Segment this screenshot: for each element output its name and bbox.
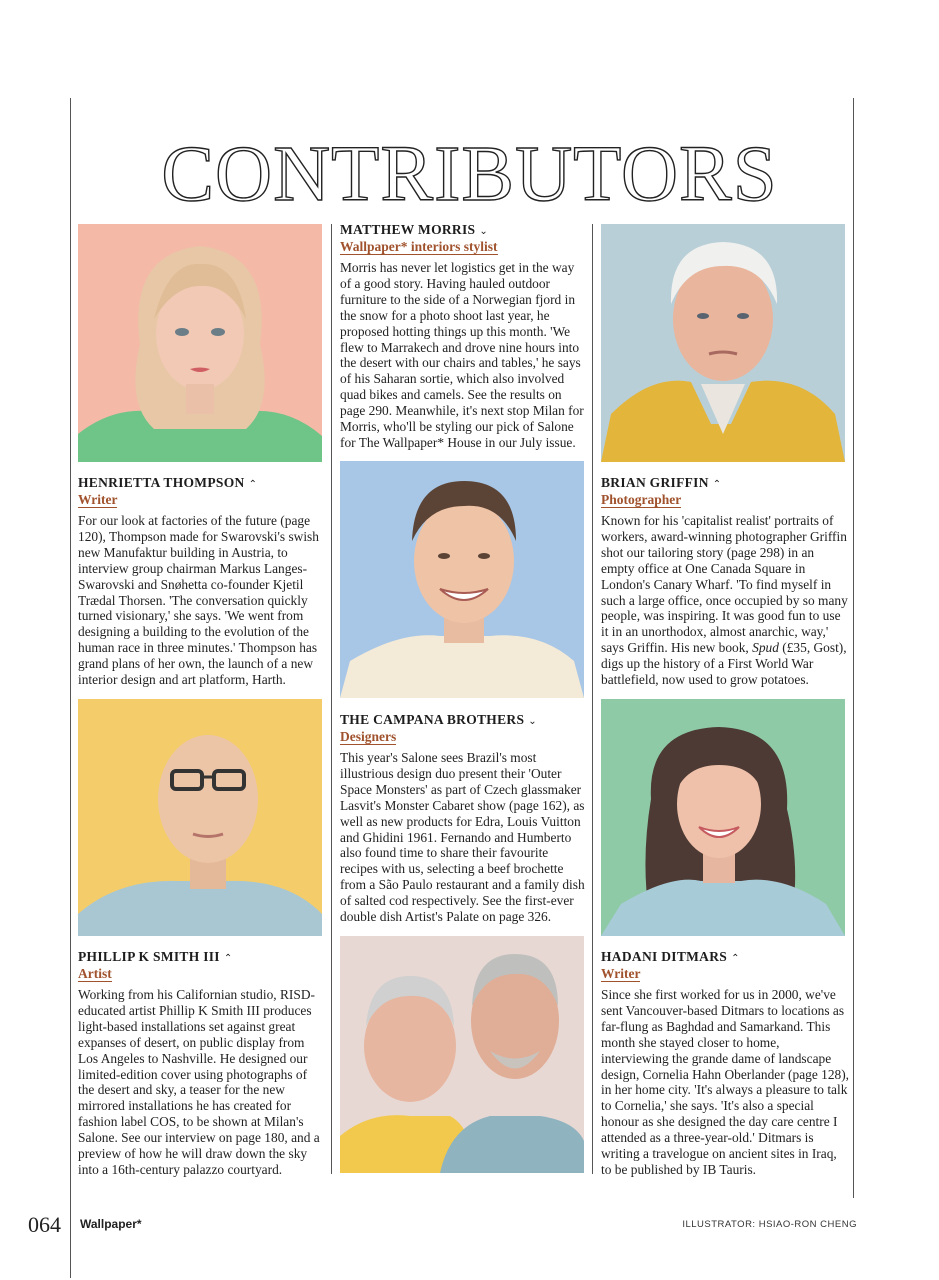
contributor-name: HENRIETTA THOMPSON ⌃: [78, 475, 258, 490]
down-arrow-icon: ⌄: [528, 716, 537, 727]
right-rule: [853, 98, 854, 1198]
contributor-bio: Known for his 'capitalist realist' portraits of workers, award-winning photographer Griffin shot our tailoring story (page 298) in an empty office at One Canada Square in London's Canary Wharf. 'To find myself in such a large office, once occupied by so many people, was inspiring. It was good fun to use it in an unorthodox, almost anarchic, way,' says Griffin. His new book, Spud (£35, Gost), digs up the history of a First World War battlefield, now used to grow potatoes.: [601, 513, 848, 688]
henrietta-portrait: [78, 224, 322, 462]
contributor-name: MATTHEW MORRIS ⌄: [340, 222, 489, 237]
contributor-role: Artist: [78, 966, 112, 981]
contributor-name: THE CAMPANA BROTHERS ⌄: [340, 712, 537, 727]
column-rule-1: [331, 224, 332, 1174]
page-title: CONTRIBUTORS: [161, 130, 778, 218]
hadani-portrait: [601, 699, 845, 936]
down-arrow-icon: ⌄: [479, 226, 489, 237]
illustrator-credit: ILLUSTRATOR: HSIAO-RON CHENG: [682, 1219, 857, 1230]
contributor-bio: Since she first worked for us in 2000, we've sent Vancouver-based Ditmars to locations as far-flung as Baghdad and Samarkand. This month she stayed closer to home, interviewing the grande dame of landscape design, Cornelia Hahn Oberlander (page 128), in her home city. 'It's always a pleasure to talk to Cornelia,' she says. 'It's also a special honour as she designed the day care centre I attended as a three-year-old.' Ditmars is writing a travelogue on ancient sites in Iraq, to be published by IB Tauris.: [601, 987, 850, 1177]
campana-brothers-portrait: [340, 936, 584, 1173]
page-number: 064: [28, 1212, 61, 1237]
brian-portrait: [601, 224, 845, 462]
matthew-portrait: [340, 461, 584, 698]
contributor-role: Wallpaper* interiors stylist: [340, 239, 498, 254]
contributor-role: Writer: [601, 966, 641, 981]
up-arrow-icon: ⌃: [248, 479, 258, 490]
up-arrow-icon: ⌃: [712, 479, 722, 490]
up-arrow-icon: ⌃: [731, 953, 740, 964]
contributor-bio: For our look at factories of the future (page 120), Thompson made for Swarovski's swish new Manufaktur building in Austria, to interview group chairman Markus Langes-Swarovski and Snøhetta co-founder Kjetil Trædal Thorsen. 'The conversation quickly turned visionary,' she says. 'We went from designing a building to the evolution of the human race in three minutes.' Thompson has grand plans of her own, the launch of a new interior design and art platform, Harth.: [78, 513, 319, 688]
contributor-name: BRIAN GRIFFIN ⌃: [601, 475, 722, 490]
up-arrow-icon: ⌃: [223, 953, 233, 964]
contributor-bio: This year's Salone sees Brazil's most illustrious design duo present their 'Outer Space Monsters' as part of Czech glassmaker Lasvit's Monster Cabaret show (page 162), as well as new products for Edra, Louis Vuitton and Ghidini 1961. Fernando and Humberto also found time to share their favourite recipes with us, selecting a beef brochette from a São Paulo restaurant and a family dish of salted cod respectively. See the first-ever double dish Artist's Palate on page 326.: [340, 750, 585, 925]
contributor-name: HADANI DITMARS ⌃: [601, 949, 740, 964]
column-rule-2: [592, 224, 593, 1174]
contributor-role: Writer: [78, 492, 118, 507]
phillip-portrait: [78, 699, 322, 936]
brand-logo: Wallpaper*: [80, 1217, 142, 1231]
contributor-role: Designers: [340, 729, 397, 744]
contributor-bio: Morris has never let logistics get in the way of a good story. Having hauled outdoor furniture to the side of a Norwegian fjord in the snow for a photo shoot last year, he proposed hotting things up this month. 'We flew to Marrakech and drove nine hours into the desert with our chairs and tables,' he says of his Saharan sortie, which also involved quad bikes and camels. See the results on page 290. Meanwhile, it's next stop Milan for Morris, who'll be styling our pick of Salone for The Wallpaper* House in our July issue.: [340, 260, 584, 450]
left-rule: [70, 98, 71, 1278]
contributor-name: PHILLIP K SMITH III ⌃: [78, 949, 233, 964]
contributor-role: Photographer: [601, 492, 682, 507]
contributor-bio: Working from his Californian studio, RISD-educated artist Phillip K Smith III produces light-based installations set against great expanses of desert, on public display from Los Angeles to Nashville. He designed our limited-edition cover using photographs of the desert and sky, a teaser for the new mirrored installations he has created for fashion label COS, to be shown at Milan's Salone. See our interview on page 180, and a preview of how he will draw down the sky into a 16th-century palazzo courtyard.: [78, 987, 320, 1177]
